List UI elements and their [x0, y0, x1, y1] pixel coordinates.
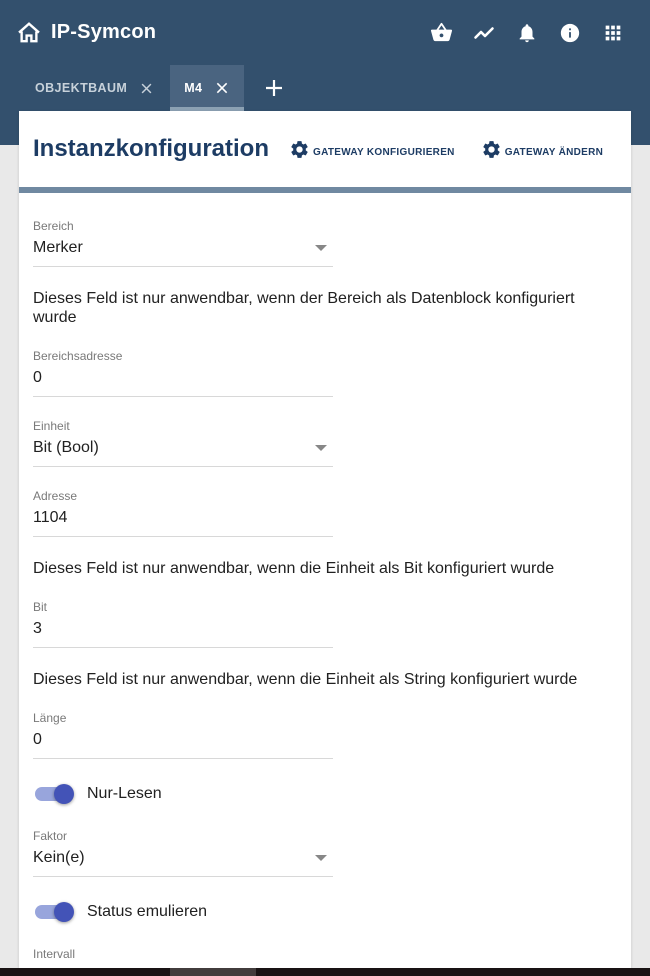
gateway-change-label: GATEWAY ÄNDERN — [504, 146, 604, 158]
bereich-value: Merker — [33, 239, 83, 256]
laenge-field — [33, 711, 333, 759]
gear-icon — [481, 139, 502, 160]
home-logo[interactable] — [16, 20, 156, 46]
adresse-input[interactable] — [33, 509, 333, 527]
home-icon — [16, 20, 42, 46]
faktor-select[interactable] — [33, 849, 333, 877]
app-title: IP-Symcon — [51, 21, 157, 43]
gateway-configure-label: GATEWAY KONFIGURIEREN — [313, 146, 455, 158]
chevron-down-icon — [315, 245, 327, 251]
notifications-bell-icon[interactable] — [515, 21, 539, 45]
faktor-label: Faktor — [33, 829, 68, 843]
chevron-down-icon — [315, 445, 327, 451]
tab-objektbaum-label: OBJEKTBAUM — [35, 81, 128, 95]
top-bar — [0, 0, 650, 65]
bottom-scrollbar[interactable] — [0, 968, 650, 976]
status-emulieren-toggle-row[interactable] — [33, 899, 617, 925]
laenge-label: Länge — [33, 711, 67, 725]
gateway-change-button[interactable] — [481, 139, 603, 160]
info-icon[interactable] — [558, 21, 582, 45]
bit-label: Bit — [33, 600, 48, 614]
faktor-select-field — [33, 829, 333, 877]
tab-objektbaum-close-icon[interactable] — [139, 81, 154, 96]
instance-config-card — [19, 111, 631, 968]
scrollbar-thumb[interactable] — [170, 968, 256, 976]
adresse-field — [33, 489, 333, 537]
einheit-value: Bit (Bool) — [33, 439, 99, 456]
toggle-knob — [54, 784, 74, 804]
bit-input[interactable] — [33, 620, 333, 638]
note-datenblock: Dieses Feld ist nur anwendbar, wenn der Bereich als Datenblock konfiguriert wurde — [33, 290, 575, 326]
note-string: Dieses Feld ist nur anwendbar, wenn die Einheit als String konfiguriert wurde — [33, 671, 578, 688]
tab-m4-label: M4 — [184, 81, 203, 95]
card-titlebar — [19, 111, 631, 187]
einheit-select-field — [33, 419, 333, 467]
intervall-label: Intervall — [33, 947, 76, 961]
einheit-label: Einheit — [33, 419, 70, 433]
toggle-knob — [54, 902, 74, 922]
header-actions — [429, 21, 625, 45]
gateway-configure-button[interactable] — [289, 139, 455, 160]
status-emulieren-label: Status emulieren — [87, 903, 208, 920]
status-emulieren-toggle[interactable] — [35, 905, 71, 919]
tab-m4-close-icon[interactable] — [214, 80, 230, 96]
faktor-value: Kein(e) — [33, 849, 85, 866]
config-form — [19, 193, 631, 976]
bereichsadresse-input[interactable] — [33, 369, 333, 387]
bereich-select[interactable] — [33, 239, 333, 267]
note-bit: Dieses Feld ist nur anwendbar, wenn die Einheit als Bit konfiguriert wurde — [33, 560, 555, 577]
nur-lesen-toggle[interactable] — [35, 787, 71, 801]
adresse-label: Adresse — [33, 489, 78, 503]
einheit-select[interactable] — [33, 439, 333, 467]
bereich-select-field — [33, 219, 333, 267]
bereichsadresse-label: Bereichsadresse — [33, 349, 123, 363]
apps-grid-icon[interactable] — [601, 21, 625, 45]
chevron-down-icon — [315, 855, 327, 861]
tab-objektbaum[interactable] — [33, 65, 156, 111]
bit-field — [33, 600, 333, 648]
bereich-label: Bereich — [33, 219, 74, 233]
chart-trend-icon[interactable] — [472, 21, 496, 45]
page-title: Instanzkonfiguration — [33, 135, 269, 162]
store-icon[interactable] — [429, 21, 453, 45]
gear-icon — [289, 139, 310, 160]
nur-lesen-label: Nur-Lesen — [87, 785, 162, 802]
tab-bar — [0, 65, 650, 111]
bereichsadresse-field — [33, 349, 333, 397]
add-tab-button[interactable] — [258, 65, 290, 111]
tab-m4[interactable] — [170, 65, 244, 111]
nur-lesen-toggle-row[interactable] — [33, 781, 617, 807]
laenge-input[interactable] — [33, 731, 333, 749]
